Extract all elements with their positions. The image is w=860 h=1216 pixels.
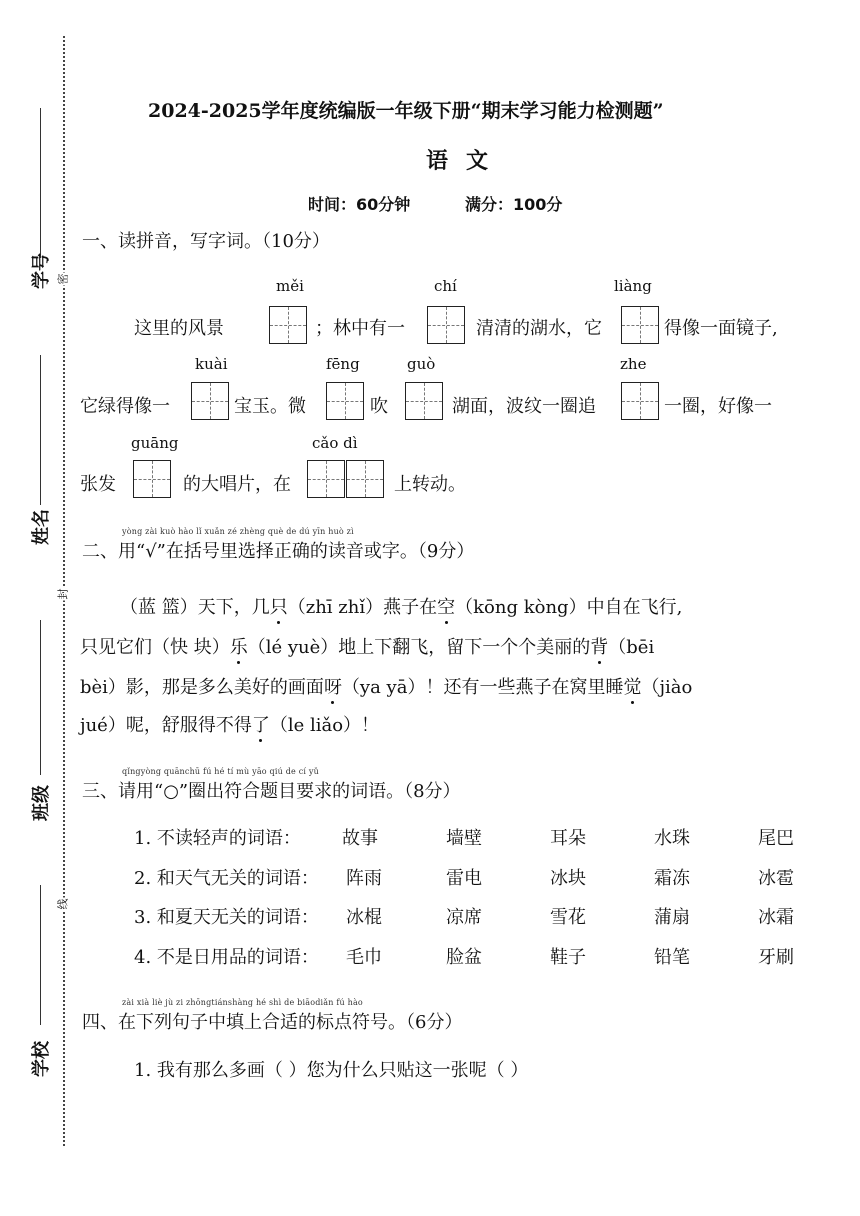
q3-word[interactable]: 冰霜 [758, 907, 794, 928]
pinyin-mei: měi [276, 277, 304, 295]
exam-score: 满分：100分 [465, 195, 563, 214]
q1-text: 张发 [80, 474, 116, 495]
q3-word[interactable]: 冰块 [550, 868, 586, 889]
tianzige-box[interactable] [191, 382, 229, 420]
exam-title: 2024-2025学年度统编版一年级下册“期末学习能力检测题” [148, 100, 664, 122]
q3-word[interactable]: 墙壁 [446, 828, 482, 849]
pinyin-feng: fēng [326, 355, 360, 373]
q3-word[interactable]: 耳朵 [550, 828, 586, 849]
pinyin-kuai: kuài [195, 355, 228, 373]
pinyin-guo: guò [407, 355, 436, 373]
class-label: 班级 [31, 785, 52, 821]
q1-text: 上转动。 [394, 474, 466, 495]
q3-word[interactable]: 蒲扇 [654, 907, 690, 928]
q1-text: 得像一面镜子, [664, 318, 778, 339]
q1-text: 清清的湖水，它 [476, 318, 602, 339]
tianzige-box[interactable] [326, 382, 364, 420]
q3-word[interactable]: 鞋子 [550, 947, 586, 968]
section1-heading: 一、读拼音，写字词。（10分） [82, 231, 330, 252]
q1-text: ；林中有一 [315, 318, 405, 339]
q3-row-label: 2. 和天气无关的词语： [134, 868, 319, 889]
q2-line: jué）呢，舒服得不得了（le liǎo）！ [80, 715, 380, 736]
q1-text: 它绿得像一 [80, 396, 170, 417]
q4-item-1: 1. 我有那么多画（ ）您为什么只贴这一张呢（ ） [134, 1060, 529, 1081]
q3-word[interactable]: 毛巾 [346, 947, 382, 968]
q2-line: 只见它们（快 块）乐（lé yuè）地上下翻飞，留下一个个美丽的背（bēi [80, 637, 655, 658]
q1-text: 宝玉。微 [234, 396, 306, 417]
seal-mi: 密 [54, 273, 72, 286]
pinyin-guang: guāng [131, 434, 179, 452]
q3-word[interactable]: 尾巴 [758, 828, 794, 849]
q3-row-label: 4. 不是日用品的词语： [134, 947, 319, 968]
q2-line: bèi）影，那是多么美好的画面呀（ya yā）！还有一些燕子在窝里睡觉（jiào [80, 677, 693, 698]
tianzige-box[interactable] [269, 306, 307, 344]
q1-text: 这里的风景 [134, 318, 224, 339]
tianzige-box[interactable] [346, 460, 384, 498]
tianzige-box[interactable] [405, 382, 443, 420]
q3-word[interactable]: 雷电 [446, 868, 482, 889]
q3-word[interactable]: 故事 [342, 828, 378, 849]
school-label: 学校 [31, 1041, 52, 1077]
q3-row-label: 1. 不读轻声的词语： [134, 828, 301, 849]
q3-word[interactable]: 阵雨 [346, 868, 382, 889]
q3-row-label: 3. 和夏天无关的词语： [134, 907, 319, 928]
tianzige-box[interactable] [427, 306, 465, 344]
q3-word[interactable]: 冰棍 [346, 907, 382, 928]
q1-text: 一圈，好像一 [664, 396, 772, 417]
exam-time: 时间：60分钟 [308, 195, 411, 214]
q1-text: 的大唱片，在 [183, 474, 291, 495]
q1-text: 吹 [370, 396, 388, 417]
student-id-line [40, 108, 41, 258]
q3-word[interactable]: 水珠 [654, 828, 690, 849]
section2-heading: 二、用“√”在括号里选择正确的读音或字。（9分） [82, 541, 475, 562]
section2-ruby: yòng zài kuò hào lǐ xuǎn zé zhèng què de dú yīn huò zì [122, 527, 354, 536]
q3-word[interactable]: 铅笔 [654, 947, 690, 968]
subject-title: 语文 [426, 148, 507, 174]
class-line [40, 620, 41, 775]
name-label: 姓名 [31, 509, 52, 545]
q3-word[interactable]: 脸盆 [446, 947, 482, 968]
pinyin-zhe: zhe [620, 355, 647, 373]
pinyin-caodi: cǎo dì [312, 434, 358, 452]
pinyin-chi: chí [434, 277, 457, 295]
q3-word[interactable]: 凉席 [446, 907, 482, 928]
tianzige-box[interactable] [621, 306, 659, 344]
seal-xian: 线 [54, 898, 72, 911]
q3-word[interactable]: 牙刷 [758, 947, 794, 968]
q3-word[interactable]: 霜冻 [654, 868, 690, 889]
tianzige-box[interactable] [621, 382, 659, 420]
q2-line: （蓝 篮）天下，几只（zhī zhǐ）燕子在空（kōng kòng）中自在飞行, [120, 597, 683, 618]
section4-heading: 四、在下列句子中填上合适的标点符号。（6分） [82, 1012, 463, 1033]
section4-ruby: zài xià liè jù zi zhōngtiánshàng hé shì de biāodiǎn fú hào [122, 998, 363, 1007]
seal-feng: 封 [54, 588, 72, 601]
section3-heading: 三、请用“○”圈出符合题目要求的词语。（8分） [82, 781, 461, 802]
q1-text: 湖面，波纹一圈追 [452, 396, 596, 417]
tianzige-box[interactable] [133, 460, 171, 498]
q3-word[interactable]: 雪花 [550, 907, 586, 928]
student-id-label: 学号 [31, 253, 52, 289]
name-line [40, 355, 41, 505]
section3-ruby: qǐngyòng quānchū fú hé tí mù yāo qiú de cí yǔ [122, 767, 319, 776]
pinyin-liang: liàng [614, 277, 652, 295]
q3-word[interactable]: 冰雹 [758, 868, 794, 889]
tianzige-box[interactable] [307, 460, 345, 498]
school-line [40, 885, 41, 1025]
